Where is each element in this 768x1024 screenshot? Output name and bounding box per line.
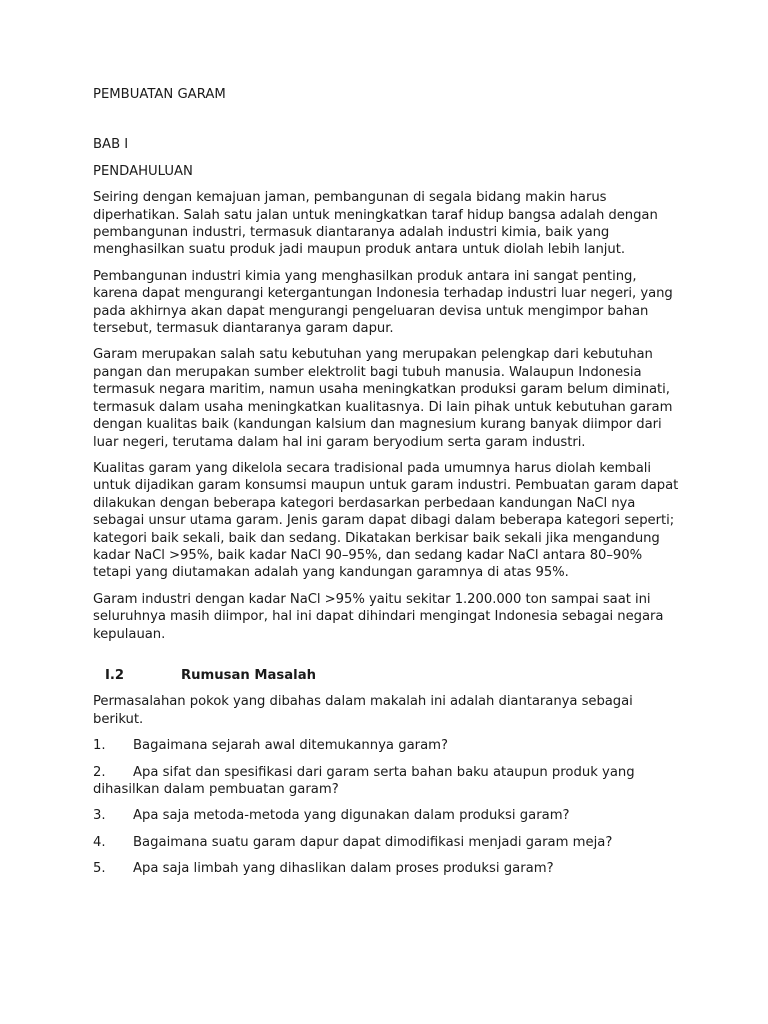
list-item-text: Apa saja metoda-metoda yang digunakan dalam produksi garam? — [133, 808, 570, 824]
section-title: Rumusan Masalah — [181, 667, 316, 683]
list-item — [93, 737, 683, 754]
list-item-text: Apa saja limbah yang dihaslikan dalam proses produksi garam? — [133, 861, 554, 877]
chapter-label: BAB I — [93, 137, 129, 153]
paragraph: Pembangunan industri kimia yang menghasilkan produk antara ini sangat penting, karena dapat mengurangi ketergantungan Indonesia terhadap industri luar negeri, yang pada akhirnya akan dapat mengurangi pengeluaran devisa untuk mengimpor bahan tersebut, termasuk diantaranya garam dapur. — [93, 268, 673, 337]
list-item-number: 4. — [93, 834, 106, 850]
question-list — [93, 737, 683, 877]
list-item-number: 3. — [93, 808, 106, 824]
list-item — [93, 807, 683, 824]
list-item-text: Bagaimana suatu garam dapur dapat dimodifikasi menjadi garam meja? — [133, 834, 613, 850]
document-title: PEMBUATAN GARAM — [93, 87, 226, 102]
section-heading — [93, 667, 683, 684]
section-number: I.2 — [105, 667, 125, 683]
paragraph: Kualitas garam yang dikelola secara tradisional pada umumnya harus diolah kembali untuk dijadikan garam konsumsi maupun untuk garam industri. Pembuatan garam dapat dilakukan dengan beberapa kategori berdasarkan perbedaan kandungan NaCl nya sebagai unsur utama garam. Jenis garam dapat dibagi dalam beberapa kategori seperti; kategori baik sekali, baik dan sedang. Dikatakan berkisar baik sekali jika mengandung kadar NaCl >95%, baik kadar NaCl 90–95%, dan sedang kadar NaCl antara 80–90% tetapi yang diutamakan adalah yang kandungan garamnya di atas 95%. — [93, 460, 679, 581]
list-item-number: 1. — [93, 738, 106, 754]
list-item-text: Apa sifat dan spesifikasi dari garam serta bahan baku ataupun produk yang dihasilkan dalam pembuatan garam? — [93, 764, 635, 797]
paragraph: Garam industri dengan kadar NaCl >95% yaitu sekitar 1.200.000 ton sampai saat ini seluruhnya masih diimpor, hal ini dapat dihindari mengingat Indonesia sebagai negara kepulauan. — [93, 591, 664, 642]
list-item — [93, 764, 683, 799]
list-item-number: 2. — [93, 764, 106, 780]
paragraph: Seiring dengan kemajuan jaman, pembangunan di segala bidang makin harus diperhatikan. Salah satu jalan untuk meningkatkan taraf hidup bangsa adalah dengan pembangunan industri, termasuk diantaranya adalah industri kimia, baik yang menghasilkan suatu produk jadi maupun produk antara untuk diolah lebih lanjut. — [93, 190, 658, 258]
paragraph: Garam merupakan salah satu kebutuhan yang merupakan pelengkap dari kebutuhan pangan dan merupakan sumber elektrolit bagi tubuh manusia. Walaupun Indonesia termasuk negara maritim, namun usaha meningkatkan produksi garam belum diminati, termasuk dalam usaha meningkatkan kualitasnya. Di lain pihak untuk kebutuhan garam dengan kualitas baik (kandungan kalsium dan magnesium kurang banyak diimpor dari luar negeri, terutama dalam hal ini garam beryodium serta garam industri. — [93, 347, 673, 450]
document-body — [93, 86, 683, 887]
list-item-text: Bagaimana sejarah awal ditemukannya garam? — [133, 738, 448, 754]
list-item — [93, 860, 683, 877]
chapter-title: PENDAHULUAN — [93, 163, 193, 179]
section-intro: Permasalahan pokok yang dibahas dalam makalah ini adalah diantaranya sebagai berikut. — [93, 694, 633, 727]
list-item — [93, 834, 683, 851]
list-item-number: 5. — [93, 861, 106, 877]
